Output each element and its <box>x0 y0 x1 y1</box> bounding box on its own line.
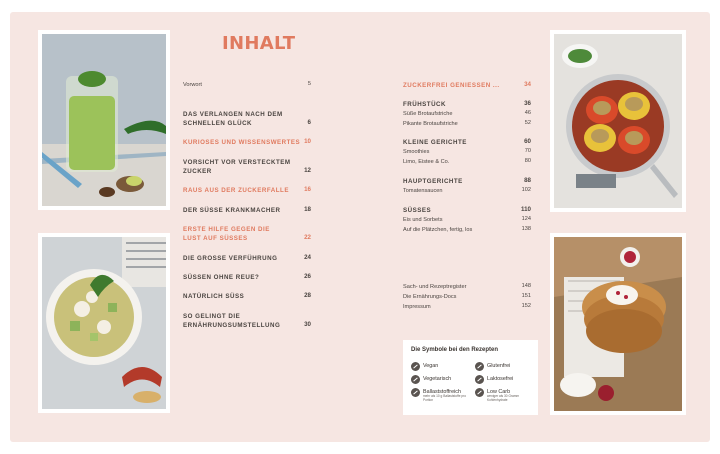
toc-entry-label: FRÜHSTÜCK <box>403 101 446 108</box>
waffles-photo <box>550 233 686 415</box>
toc-section[interactable] <box>403 206 513 215</box>
vegetarian-icon <box>411 375 420 384</box>
toc-part-header[interactable] <box>403 81 513 90</box>
toc-subentry[interactable]: Impressum <box>403 304 431 310</box>
page-number: 10 <box>304 138 311 145</box>
toc-entry-label: DIE GROSSE VERFÜHRUNG <box>183 255 278 262</box>
page-number: 138 <box>521 226 531 232</box>
page-number: 80 <box>524 158 531 164</box>
legend-label: Glutenfrei <box>487 363 511 369</box>
toc-section[interactable] <box>403 100 513 109</box>
toc-entry[interactable] <box>183 138 308 147</box>
page-number: 102 <box>521 187 531 193</box>
toc-subentry[interactable]: Limo, Eistee & Co. <box>403 159 450 165</box>
toc-entry-label: SO GELINGT DIE ERNÄHRUNGSUMSTELLUNG <box>183 313 281 329</box>
page-number: 5 <box>307 81 311 87</box>
stuffed-peppers-photo <box>550 30 686 212</box>
toc-subentry[interactable]: Pikante Brotaufstriche <box>403 121 458 127</box>
lactose-free-icon <box>475 375 484 384</box>
toc-subentry[interactable]: Sach- und Rezeptregister <box>403 284 467 290</box>
fiber-icon <box>411 388 420 397</box>
page-number: 70 <box>524 148 531 154</box>
soup-photo <box>38 233 170 413</box>
legend-label: Low Carb <box>487 389 511 395</box>
vegan-icon <box>411 362 420 371</box>
toc-entry-label: HAUPTGERICHTE <box>403 178 463 185</box>
toc-subentry[interactable]: Eis und Sorbets <box>403 217 443 223</box>
gluten-free-icon <box>475 362 484 371</box>
page-number: 36 <box>524 100 531 107</box>
page-number: 34 <box>524 81 531 88</box>
page-number: 151 <box>521 293 531 299</box>
toc-entry-label: DER SÜSSE KRANKMACHER <box>183 207 281 214</box>
toc-entry-label: ZUCKERFREI GENIESSEN ... <box>403 82 500 89</box>
page-number: 60 <box>524 138 531 145</box>
legend-sublabel: mehr als 10 g Ballaststoffe pro Portion <box>423 394 466 402</box>
toc-entry[interactable] <box>183 158 293 176</box>
toc-entry[interactable] <box>183 225 283 243</box>
page-number: 28 <box>304 292 311 299</box>
toc-entry-label: NATÜRLICH SÜSS <box>183 293 245 300</box>
legend-item <box>475 362 510 371</box>
page-number: 16 <box>304 186 311 193</box>
toc-entry-label: DAS VERLANGEN NACH DEM SCHNELLEN GLÜCK <box>183 111 283 127</box>
toc-entry[interactable] <box>183 206 293 215</box>
page-number: 52 <box>524 120 531 126</box>
page-number: 18 <box>304 206 311 213</box>
toc-section[interactable] <box>403 177 513 186</box>
toc-subentry[interactable]: Tomatensaucen <box>403 188 443 194</box>
page-number: 152 <box>521 303 531 309</box>
toc-subentry[interactable]: Süße Brotaufstriche <box>403 111 453 117</box>
toc-entry-preface[interactable]: Vorwort <box>183 82 202 88</box>
page-number: 88 <box>524 177 531 184</box>
page-number: 26 <box>304 273 311 280</box>
page-number: 12 <box>304 167 311 174</box>
page-title: INHALT <box>222 33 296 54</box>
toc-entry[interactable] <box>183 254 293 263</box>
toc-entry-label: VORSICHT VOR VERSTECKTEM ZUCKER <box>183 159 291 175</box>
page-number: 24 <box>304 254 311 261</box>
legend-item <box>411 362 438 371</box>
toc-entry[interactable] <box>183 292 293 301</box>
toc-entry-label: SÜSSES <box>403 207 432 214</box>
toc-section[interactable] <box>403 138 513 147</box>
toc-entry[interactable] <box>183 186 308 195</box>
page-number: 110 <box>521 206 531 213</box>
page-number: 6 <box>307 119 311 126</box>
toc-entry-label: RAUS AUS DER ZUCKERFALLE <box>183 187 289 194</box>
toc-entry-label: SÜSSEN OHNE REUE? <box>183 274 260 281</box>
toc-entry-label: ERSTE HILFE GEGEN DIE LUST AUF SÜSSES <box>183 226 270 242</box>
symbol-legend <box>403 340 538 415</box>
low-carb-icon <box>475 388 484 397</box>
page-number: 124 <box>521 216 531 222</box>
toc-entry-label: KURIOSES UND WISSENSWERTES <box>183 139 301 146</box>
legend-item <box>475 388 533 402</box>
page-number: 46 <box>524 110 531 116</box>
legend-label: Ballaststoffreich <box>423 389 461 395</box>
legend-item <box>475 375 513 384</box>
legend-label: Laktosefrei <box>487 376 514 382</box>
toc-subentry[interactable]: Die Ernährungs-Docs <box>403 294 457 300</box>
legend-heading: Die Symbole bei den Rezepten <box>411 347 499 353</box>
legend-label: Vegan <box>423 363 439 369</box>
toc-entry[interactable] <box>183 273 293 282</box>
legend-label: Vegetarisch <box>423 376 452 382</box>
legend-item <box>411 375 451 384</box>
toc-entry[interactable] <box>183 312 288 330</box>
page-number: 22 <box>304 234 311 241</box>
toc-entry[interactable] <box>183 110 293 128</box>
page-number: 148 <box>521 283 531 289</box>
toc-subentry[interactable]: Smoothies <box>403 149 430 155</box>
legend-item <box>411 388 469 402</box>
toc-entry-label: KLEINE GERICHTE <box>403 139 467 146</box>
page-number: 30 <box>304 321 311 328</box>
smoothie-photo <box>38 30 170 210</box>
legend-sublabel: weniger als 30 Gramm Kohlenhydrate <box>487 394 520 402</box>
toc-subentry[interactable]: Auf die Plätzchen, fertig, los <box>403 227 473 233</box>
